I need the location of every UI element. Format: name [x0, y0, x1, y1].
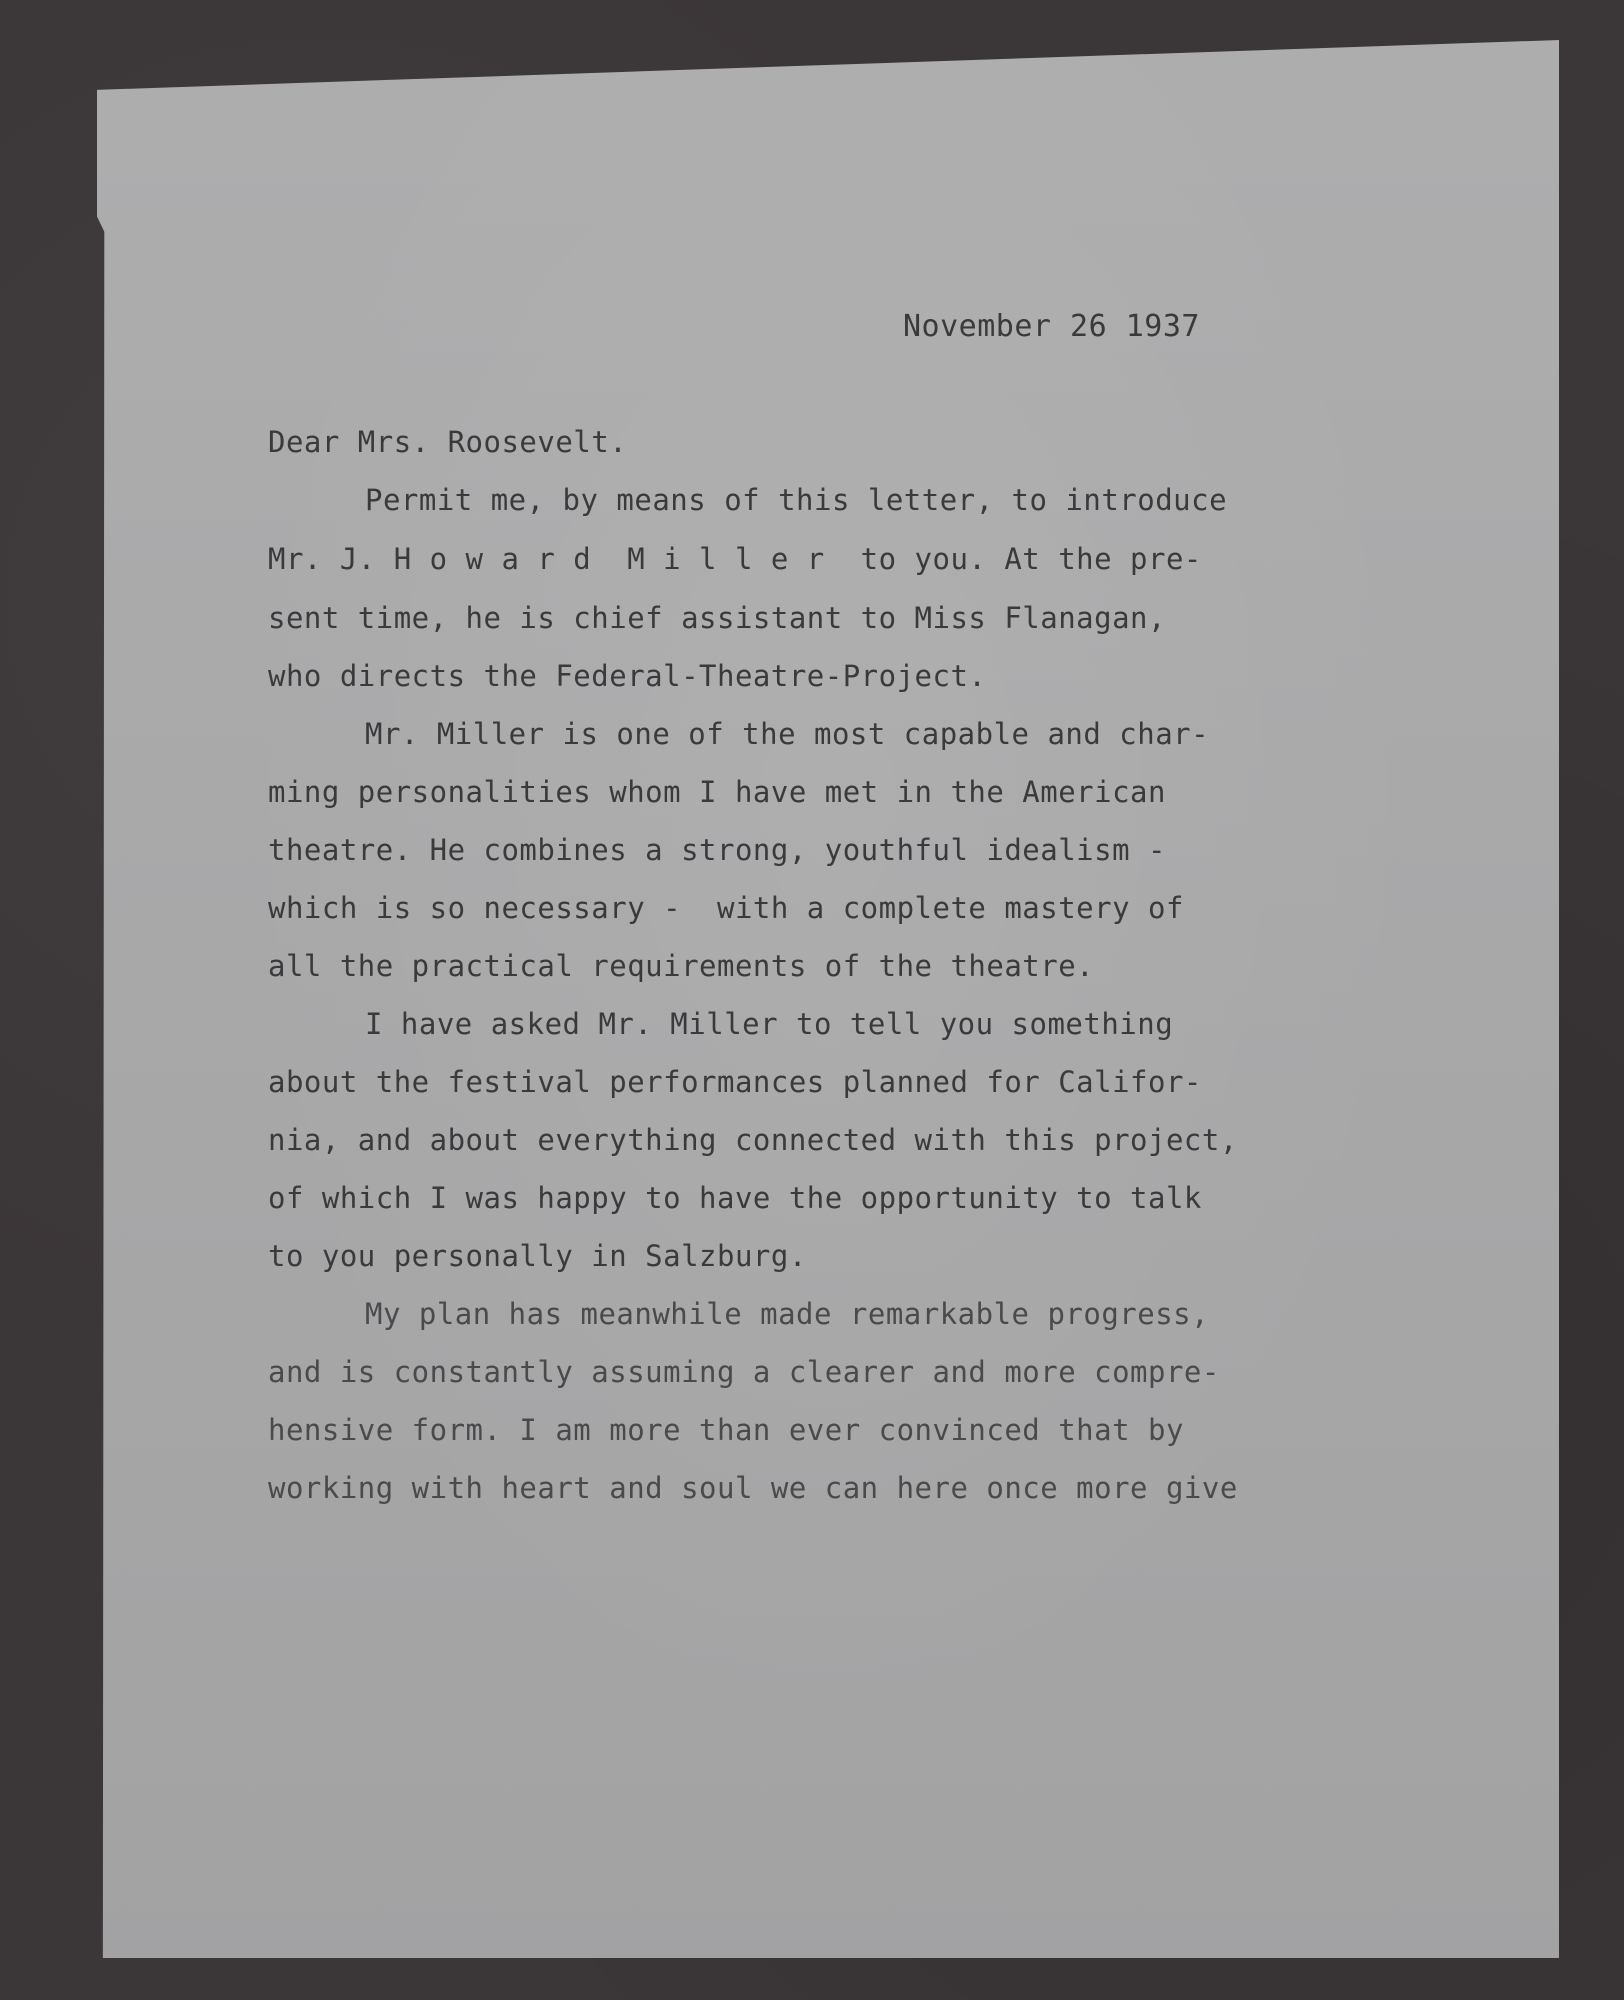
letter-line: of which I was happy to have the opportunity to talk: [268, 1181, 1202, 1215]
letter-line: I have asked Mr. Miller to tell you something: [365, 1007, 1174, 1041]
letter-line: hensive form. I am more than ever convinced that by: [268, 1413, 1184, 1447]
letter-line: and is constantly assuming a clearer and more compre-: [268, 1355, 1220, 1389]
letter-line: about the festival performances planned for Califor-: [268, 1065, 1202, 1099]
letter-line: My plan has meanwhile made remarkable progress,: [365, 1297, 1210, 1331]
letter-line: theatre. He combines a strong, youthful idealism -: [268, 833, 1166, 867]
letter-line: ming personalities whom I have met in the American: [268, 775, 1166, 809]
letter-salutation: Dear Mrs. Roosevelt.: [268, 425, 628, 459]
letter-date: November 26 1937: [903, 309, 1200, 344]
letter-line: all the practical requirements of the theatre.: [268, 949, 1095, 983]
letter-line: Mr. J. H o w a r d M i l l e r to you. At the pre-: [268, 542, 1202, 576]
letter-line: to you personally in Salzburg.: [268, 1239, 807, 1273]
letter-line: sent time, he is chief assistant to Miss Flanagan,: [268, 601, 1166, 635]
letter-line: which is so necessary - with a complete mastery of: [268, 891, 1184, 925]
letter-line: nia, and about everything connected with this project,: [268, 1123, 1238, 1157]
letter-line: Permit me, by means of this letter, to introduce: [365, 483, 1228, 517]
letter-line: Mr. Miller is one of the most capable and char-: [365, 717, 1210, 751]
letter-line: who directs the Federal-Theatre-Project.: [268, 659, 987, 693]
letter-line: working with heart and soul we can here once more give: [268, 1471, 1238, 1505]
